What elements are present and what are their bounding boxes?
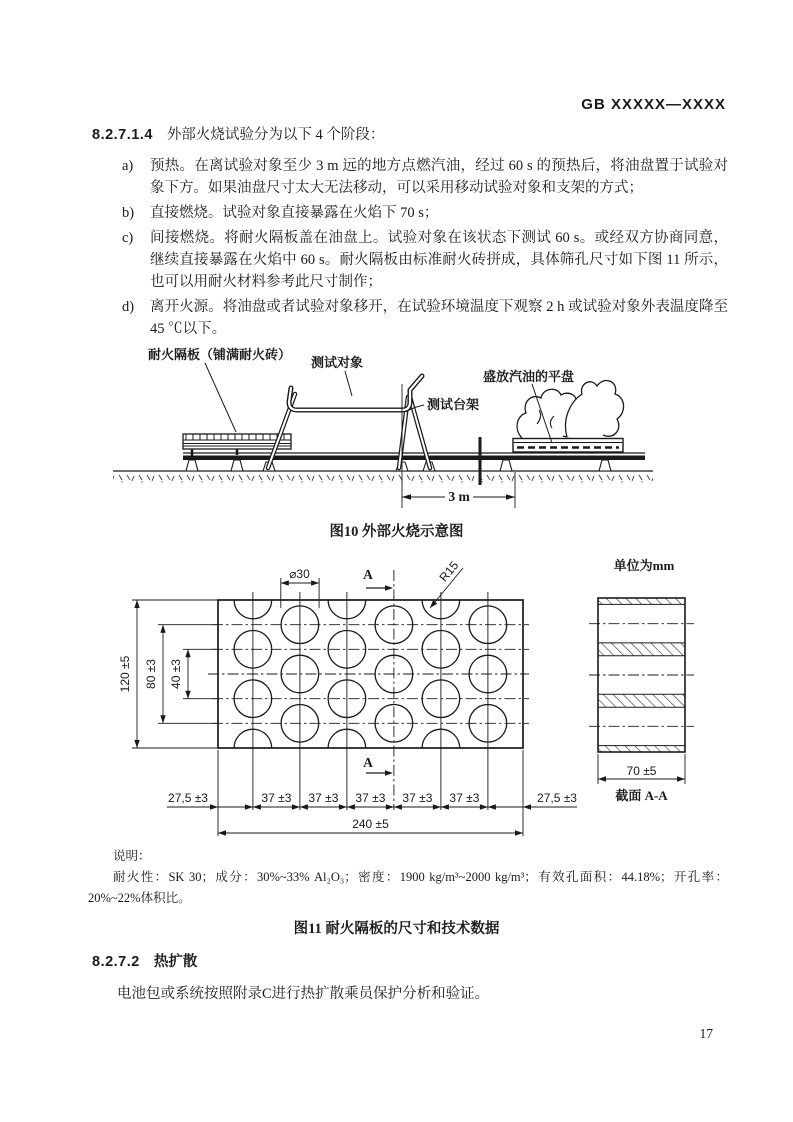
figure10-schematic bbox=[105, 342, 665, 514]
item-text: 预热。在离试验对象至少 3 m 远的地方点燃汽油，经过 60 s 的预热后，将油盘置于试验对象下方。如果油盘尺寸太大无法移动，可以采用移动试验对象和支架的方式； bbox=[150, 158, 728, 196]
width-dim: 240 ±5 bbox=[352, 817, 389, 831]
test-stand-label: 测试台架 bbox=[427, 397, 480, 412]
item-text: 间接燃烧。将耐火隔板盖在油盘上。试验对象在该状态下测试 60 s。或经双方协商同意，继续直接暴露在火焰中 60 s。耐火隔板由标准耐火砖拼成，具体筛孔尺寸如下图 11 所示，也可以用耐火材料参考此尺寸制作； bbox=[150, 230, 728, 290]
clause-number: 8.2.7.2 bbox=[92, 954, 140, 970]
item-label: d) bbox=[122, 299, 135, 315]
test-object-label: 测试对象 bbox=[311, 355, 364, 370]
row-pitch-dim: 40 ±3 bbox=[169, 659, 183, 689]
figure11-notes bbox=[88, 846, 728, 909]
radius-callout bbox=[428, 558, 463, 609]
section-view bbox=[589, 598, 694, 803]
ground bbox=[113, 471, 653, 483]
list-item bbox=[122, 296, 728, 340]
notes-label: 说明： bbox=[113, 849, 151, 863]
flame-cloud bbox=[565, 381, 623, 437]
edge-margin-right-dim: 27,5 ±3 bbox=[537, 791, 577, 805]
figure11-caption: 图11 耐火隔板的尺寸和技术数据 bbox=[293, 921, 500, 937]
section-marks bbox=[363, 567, 393, 776]
pitch-dim: 37 ±3 bbox=[402, 791, 433, 805]
corner-radius-dim: R15 bbox=[436, 558, 462, 585]
figure10-caption: 图10 外部火烧示意图 bbox=[329, 524, 464, 540]
item-text: 离开火源。将油盘或者试验对象移开，在试验环境温度下观察 2 h 或试验对象外表温度降至 45 ℃以下。 bbox=[150, 299, 728, 337]
phase-list bbox=[122, 155, 728, 343]
gasoline-pan-label: 盛放汽油的平盘 bbox=[483, 369, 575, 384]
clause-heading-8-2-7-2 bbox=[92, 950, 197, 971]
column-centerlines bbox=[253, 570, 488, 810]
height-dim: 120 ±5 bbox=[118, 655, 132, 693]
edge-margin-left-dim: 27,5 ±3 bbox=[168, 791, 208, 805]
unit-label: 单位为mm bbox=[613, 558, 675, 573]
figure11-drawing bbox=[100, 548, 700, 843]
pitch-dim: 37 ±3 bbox=[261, 791, 292, 805]
notes-text: 耐火性：SK 30；成分：30%~33% Al₂O₃；密度：1900 kg/m³~2000 kg/m³；有效孔面积：44.18%；开孔率：20%~22%体积比。 bbox=[88, 870, 728, 905]
distance-dimension bbox=[402, 489, 515, 504]
section-mark-top: A bbox=[363, 567, 373, 582]
clause-number: 8.2.7.1.4 bbox=[92, 127, 153, 143]
test-rail bbox=[183, 453, 645, 460]
clause-heading-8-2-7-1-4 bbox=[92, 123, 384, 144]
pitch-dim: 37 ±3 bbox=[449, 791, 480, 805]
pitch-dim: 37 ±3 bbox=[355, 791, 386, 805]
pitch-dim: 37 ±3 bbox=[308, 791, 339, 805]
item-label: c) bbox=[122, 230, 134, 246]
list-item bbox=[122, 227, 728, 293]
section-mark-bottom: A bbox=[363, 755, 373, 770]
row-centerlines bbox=[208, 625, 529, 724]
list-item bbox=[122, 155, 728, 199]
item-label: a) bbox=[122, 158, 134, 174]
clause-title: 热扩散 bbox=[153, 954, 198, 970]
page-number: 17 bbox=[699, 1026, 713, 1041]
gasoline-pan bbox=[513, 381, 624, 452]
list-item bbox=[122, 202, 728, 224]
doc-code: GB XXXXX—XXXX bbox=[581, 96, 726, 113]
item-text: 直接燃烧。试验对象直接暴露在火焰下 70 s； bbox=[150, 205, 439, 221]
partition-label: 耐火隔板（铺满耐火砖） bbox=[148, 347, 292, 362]
item-label: b) bbox=[122, 205, 135, 221]
distance-label: 3 m bbox=[448, 489, 470, 504]
hole-diameter-dim: ⌀30 bbox=[289, 567, 310, 581]
clause-title: 外部火烧试验分为以下 4 个阶段： bbox=[166, 127, 385, 143]
thickness-dim: 70 ±5 bbox=[626, 764, 657, 778]
row-span-dim: 80 ±3 bbox=[144, 659, 158, 689]
thermal-paragraph: 电池包或系统按照附录C进行热扩散乘员保护分析和验证。 bbox=[117, 986, 490, 1002]
section-caption: 截面 A-A bbox=[615, 788, 668, 803]
